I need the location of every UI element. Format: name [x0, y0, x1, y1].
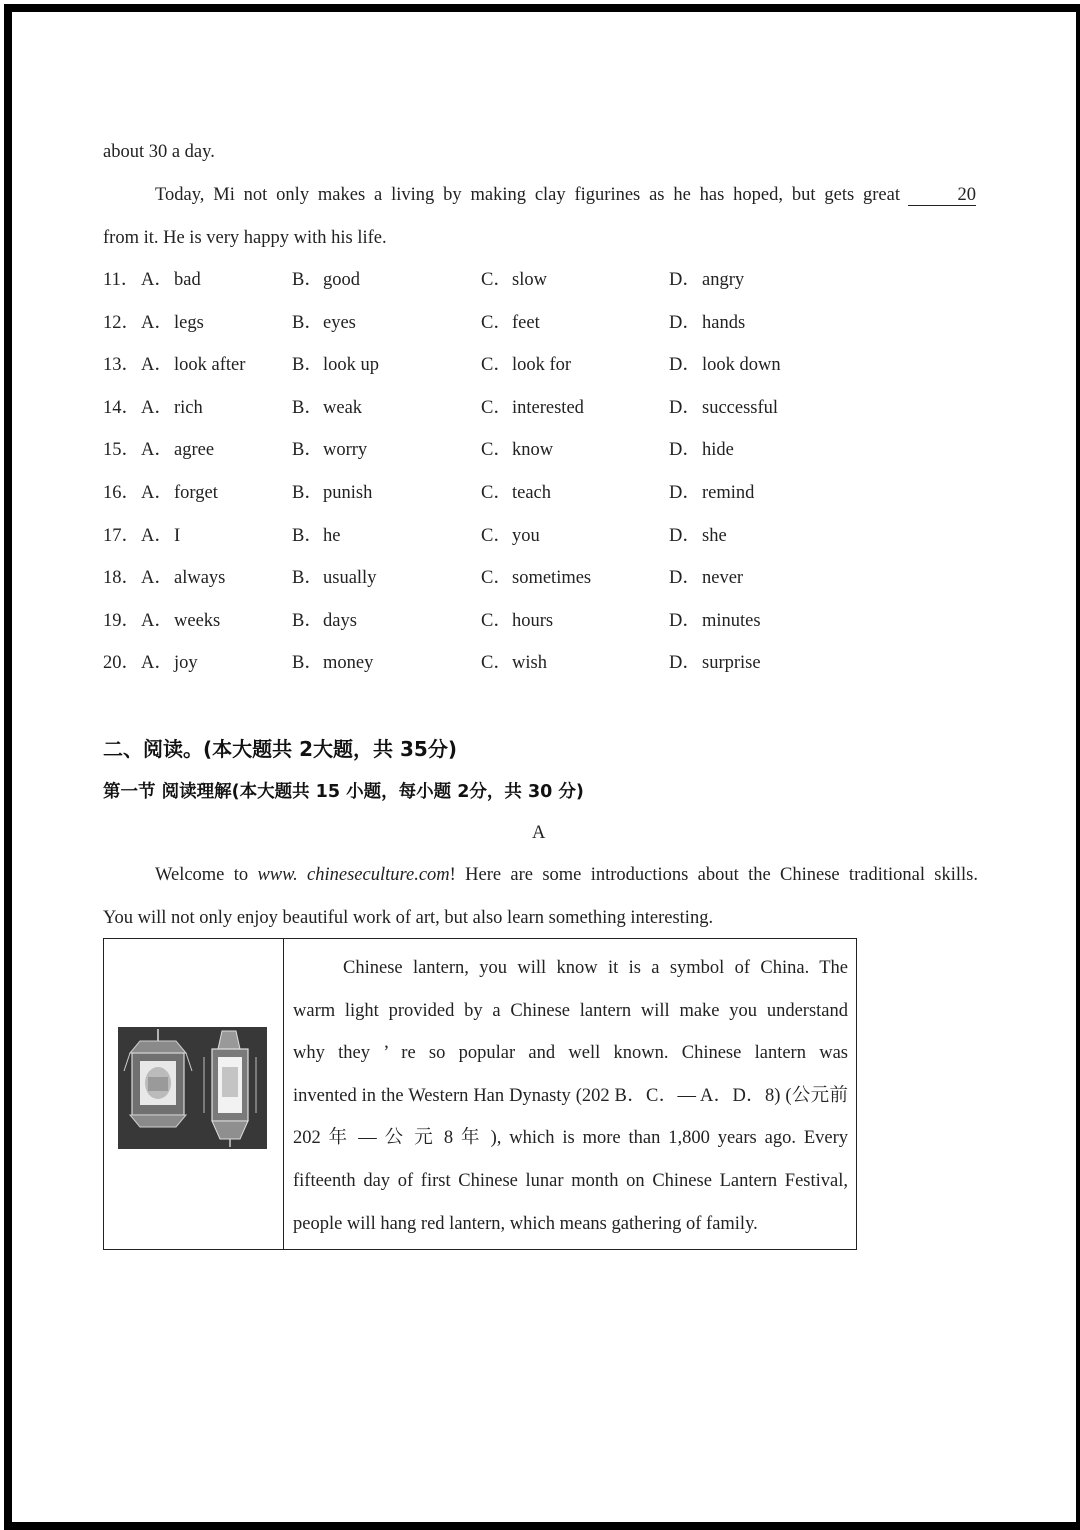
option-letter: B．: [292, 525, 323, 546]
question-number: 15．: [103, 440, 141, 461]
option-letter: A．: [141, 653, 173, 674]
option-letter: C．: [481, 483, 512, 503]
section-heading: 二、阅读。(本大题共 2大题，共 35分): [103, 737, 457, 761]
option-letter: B．: [292, 483, 323, 503]
option-text: remind: [702, 483, 755, 503]
option-text: wish: [512, 653, 547, 674]
passage-line: from it. He is very happy with his life.: [103, 228, 387, 248]
option-letter: A．: [141, 610, 173, 631]
option-text: forget: [174, 483, 218, 503]
option-text: she: [702, 525, 727, 546]
option-letter: D．: [669, 610, 701, 631]
lantern-text-line: Chinese lantern, you will know it is a symbol of China. The: [343, 958, 848, 978]
option-text: days: [323, 610, 357, 631]
option-letter: D．: [669, 270, 701, 290]
lantern-text-line: fifteenth day of first Chinese lunar month on Chinese Lantern Festival,: [293, 1171, 848, 1191]
question-number: 14．: [103, 397, 141, 418]
website-url: www. chineseculture.com: [257, 865, 450, 885]
question-number: 13．: [103, 355, 141, 376]
option-letter: B．: [292, 312, 323, 333]
option-letter: A．: [141, 568, 173, 589]
option-text: surprise: [702, 653, 761, 674]
option-text: look up: [323, 355, 380, 376]
passage-text: Today, Mi not only makes a living by making clay figurines as he has hoped, but gets great: [155, 185, 900, 205]
option-text: worry: [323, 440, 368, 461]
option-letter: B．: [292, 568, 323, 589]
option-text: joy: [174, 653, 198, 674]
option-text: interested: [512, 397, 584, 418]
lantern-text-line: warm light provided by a Chinese lantern will make you understand: [293, 1000, 848, 1021]
option-letter: C．: [481, 610, 512, 631]
option-letter: D．: [669, 483, 701, 503]
option-letter: C．: [481, 397, 512, 418]
option-text: weak: [323, 397, 363, 418]
lantern-text-line: 202 年 — 公 元 8 年 ), which is more than 1,800 years ago. Every: [293, 1128, 848, 1149]
option-text: usually: [323, 568, 377, 589]
option-letter: C．: [481, 312, 512, 333]
option-letter: C．: [481, 355, 512, 376]
option-text: hours: [512, 610, 554, 631]
option-text: look after: [174, 355, 246, 376]
option-letter: C．: [481, 525, 512, 546]
option-letter: C．: [481, 568, 512, 589]
question-number: 20．: [103, 653, 141, 674]
option-text: know: [512, 440, 554, 461]
option-text: look down: [702, 355, 781, 376]
option-text: slow: [512, 270, 547, 290]
option-letter: D．: [669, 653, 701, 674]
option-letter: D．: [669, 397, 701, 418]
section-subheading: 第一节 阅读理解(本大题共 15 小题，每小题 2分，共 30 分): [103, 782, 584, 802]
option-text: always: [174, 568, 226, 589]
option-letter: B．: [292, 270, 323, 290]
option-text: bad: [174, 270, 201, 290]
option-letter: C．: [481, 440, 512, 461]
question-number: 18．: [103, 568, 141, 589]
intro-line: [155, 863, 978, 887]
option-text: angry: [702, 270, 745, 290]
intro-text: ! Here are some introductions about the Chinese traditional skills.: [449, 865, 978, 885]
option-letter: B．: [292, 355, 323, 376]
option-letter: D．: [669, 525, 701, 546]
answer-blank: 20: [908, 185, 976, 206]
question-number: 12．: [103, 312, 141, 333]
option-letter: B．: [292, 653, 323, 674]
option-letter: A．: [141, 397, 173, 418]
question-number: 17．: [103, 525, 141, 546]
option-letter: A．: [141, 355, 173, 376]
option-letter: B．: [292, 440, 323, 461]
intro-text: Welcome to: [155, 865, 258, 885]
option-letter: C．: [481, 270, 512, 290]
option-text: money: [323, 653, 374, 674]
option-text: good: [323, 270, 360, 290]
option-text: successful: [702, 397, 779, 418]
passage-line-with-blank: [155, 183, 976, 207]
passage-line: about 30 a day.: [103, 142, 215, 162]
option-letter: A．: [141, 312, 173, 333]
option-text: minutes: [702, 610, 761, 631]
intro-line: You will not only enjoy beautiful work of art, but also learn something interesting.: [103, 908, 714, 928]
option-letter: D．: [669, 440, 701, 461]
option-text: sometimes: [512, 568, 592, 589]
option-text: hide: [702, 440, 734, 461]
option-text: feet: [512, 312, 540, 333]
question-number: 19．: [103, 610, 141, 631]
option-text: weeks: [174, 610, 221, 631]
option-text: agree: [174, 440, 215, 461]
option-letter: B．: [292, 397, 323, 418]
question-number: 11．: [103, 270, 140, 290]
option-letter: A．: [141, 525, 173, 546]
option-text: legs: [174, 312, 204, 333]
table-divider: [283, 939, 284, 1249]
lantern-text-line: people will hang red lantern, which means gathering of family.: [293, 1213, 758, 1234]
option-text: eyes: [323, 312, 356, 333]
option-letter: D．: [669, 568, 701, 589]
part-label: A: [532, 823, 546, 843]
option-letter: D．: [669, 312, 701, 333]
option-letter: A．: [141, 440, 173, 461]
lantern-text-line: invented in the Western Han Dynasty (202 B．C．— A．D．8) (公元前: [293, 1085, 848, 1106]
lantern-photo-icon: [118, 1027, 267, 1149]
option-letter: A．: [141, 483, 173, 503]
option-text: he: [323, 525, 341, 546]
option-text: teach: [512, 483, 552, 503]
option-letter: D．: [669, 355, 701, 376]
question-number: 16．: [103, 483, 141, 503]
lantern-text-line: why they ’ re so popular and well known. Chinese lantern was: [293, 1043, 848, 1064]
option-text: you: [512, 525, 540, 546]
option-letter: C．: [481, 653, 512, 674]
option-text: I: [174, 525, 181, 546]
option-text: never: [702, 568, 744, 589]
option-letter: A．: [141, 270, 173, 290]
option-text: hands: [702, 312, 746, 333]
option-letter: B．: [292, 610, 323, 631]
option-text: punish: [323, 483, 373, 503]
option-text: look for: [512, 355, 572, 376]
option-text: rich: [174, 397, 203, 418]
